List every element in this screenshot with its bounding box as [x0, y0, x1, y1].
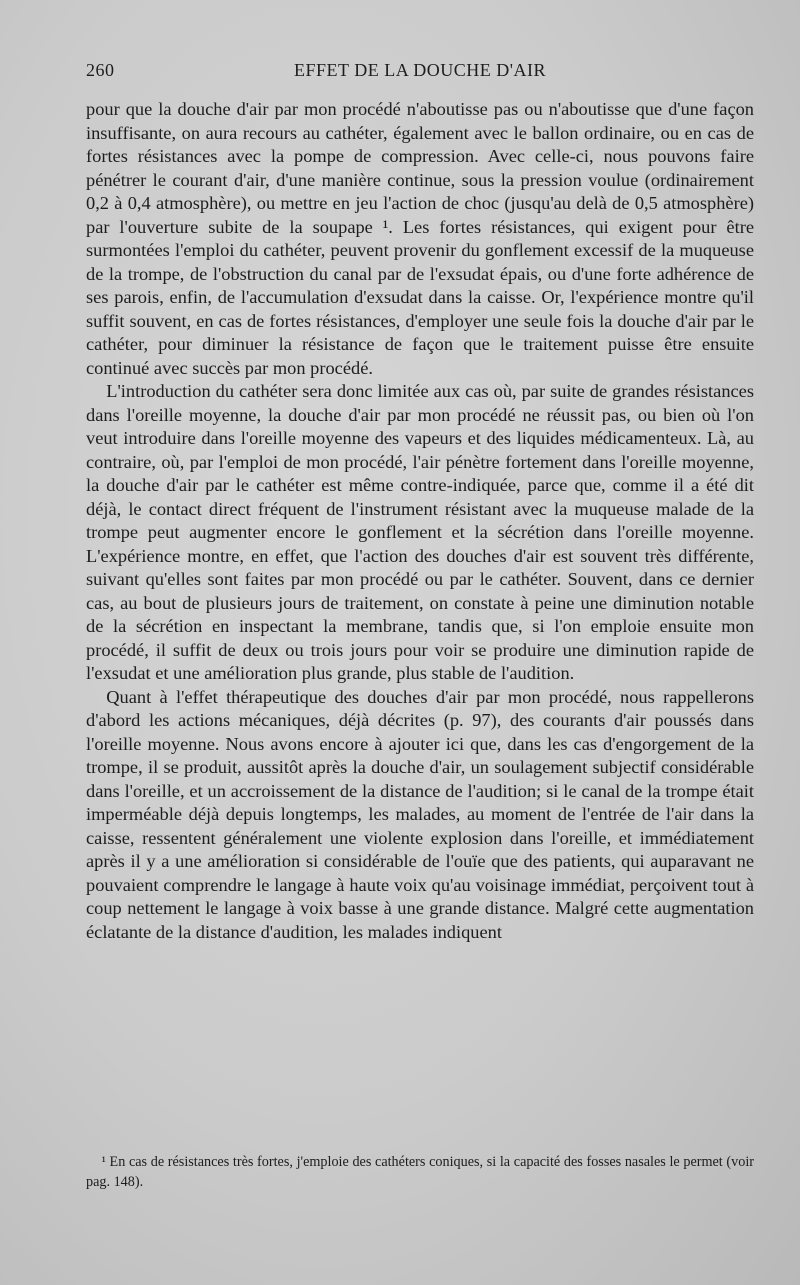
footnote: ¹ En cas de résistances très fortes, j'emploie des cathéters coniques, si la capacité des fosses nasales le permet (voir pag. 148). — [86, 1154, 754, 1190]
paragraph-2: L'introduction du cathéter sera donc limitée aux cas où, par suite de grandes résistances dans l'oreille moyenne, la douche d'air par mon procédé ne réussit pas, ou bien où l'on veut introduire dans l'oreille moyenne des vapeurs et des liquides médicamenteux. Là, au contraire, où, par l'emploi de mon procédé, l'air pénètre fortement dans l'oreille moyenne, la douche d'air par le cathéter est même contre-indiquée, parce que, comme il a été dit déjà, le contact direct fréquent de l'instrument résistant avec la muqueuse malade de la trompe peut augmenter encore le gonflement et la sécrétion dans l'oreille moyenne. L'expérience montre, en effet, que l'action des douches d'air est souvent très différente, suivant qu'elles sont faites par mon procédé ou par le cathéter. Souvent, dans ce dernier cas, au bout de plusieurs jours de traitement, on constate à peine une diminution notable de la sécrétion en inspectant la membrane, tandis que, si l'on emploie ensuite mon procédé, il suffit de deux ou trois jours pour voir se produire une diminution rapide de l'exsudat et une amélioration plus grande, plus stable de l'audition. — [86, 381, 754, 683]
body-text — [86, 98, 754, 944]
running-title: EFFET DE LA DOUCHE D'AIR — [294, 60, 546, 80]
paragraph-3: Quant à l'effet thérapeutique des douches d'air par mon procédé, nous rappellerons d'abord les actions mécaniques, déjà décrites (p. 97), des courants d'air poussés dans l'oreille moyenne. Nous avons encore à ajouter ici que, dans les cas d'engorgement de la trompe, il se produit, aussitôt après la douche d'air, un soulagement subjectif considérable dans l'oreille, et un accroissement de la distance de l'audition; si le canal de la trompe était imperméable déjà depuis longtemps, les malades, au moment de l'entrée de l'air dans la caisse, ressentent généralement une violente explosion dans l'oreille, et immédiatement après il y a une amélioration si considérable de l'ouïe que des patients, qui auparavant ne pouvaient comprendre le langage à haute voix qu'au voisinage immédiat, perçoivent tout à coup nettement le langage à voix basse à une grande distance. Malgré cette augmentation éclatante de la distance d'audition, les malades indiquent — [86, 686, 754, 942]
page-number: 260 — [86, 60, 115, 80]
page-header — [86, 60, 754, 88]
paragraph-1: pour que la douche d'air par mon procédé n'aboutisse pas ou n'aboutisse que d'une façon insuffisante, on aura recours au cathéter, également avec le ballon ordinaire, ou en cas de fortes résistances avec la pompe de compression. Avec celle-ci, nous pouvons faire pénétrer le courant d'air, d'une manière continue, sous la pression voulue (ordinairement 0,2 à 0,4 atmosphère), ou mettre en jeu l'action de choc (jusqu'au delà de 0,5 atmosphère) par l'ouverture subite de la soupape ¹. Les fortes résistances, qui exigent pour être surmontées l'emploi du cathéter, peuvent provenir du gonflement excessif de la muqueuse de la trompe, de l'obstruction du canal par de l'exsudat épais, ou d'une forte adhérence de ses parois, enfin, de l'accumulation d'exsudat dans la caisse. Or, l'expérience montre qu'il suffit souvent, en cas de fortes résistances, d'employer une seule fois la douche d'air par le cathéter, pour diminuer la résistance de façon que le traitement puisse être ensuite continué avec succès par mon procédé. — [86, 99, 754, 378]
